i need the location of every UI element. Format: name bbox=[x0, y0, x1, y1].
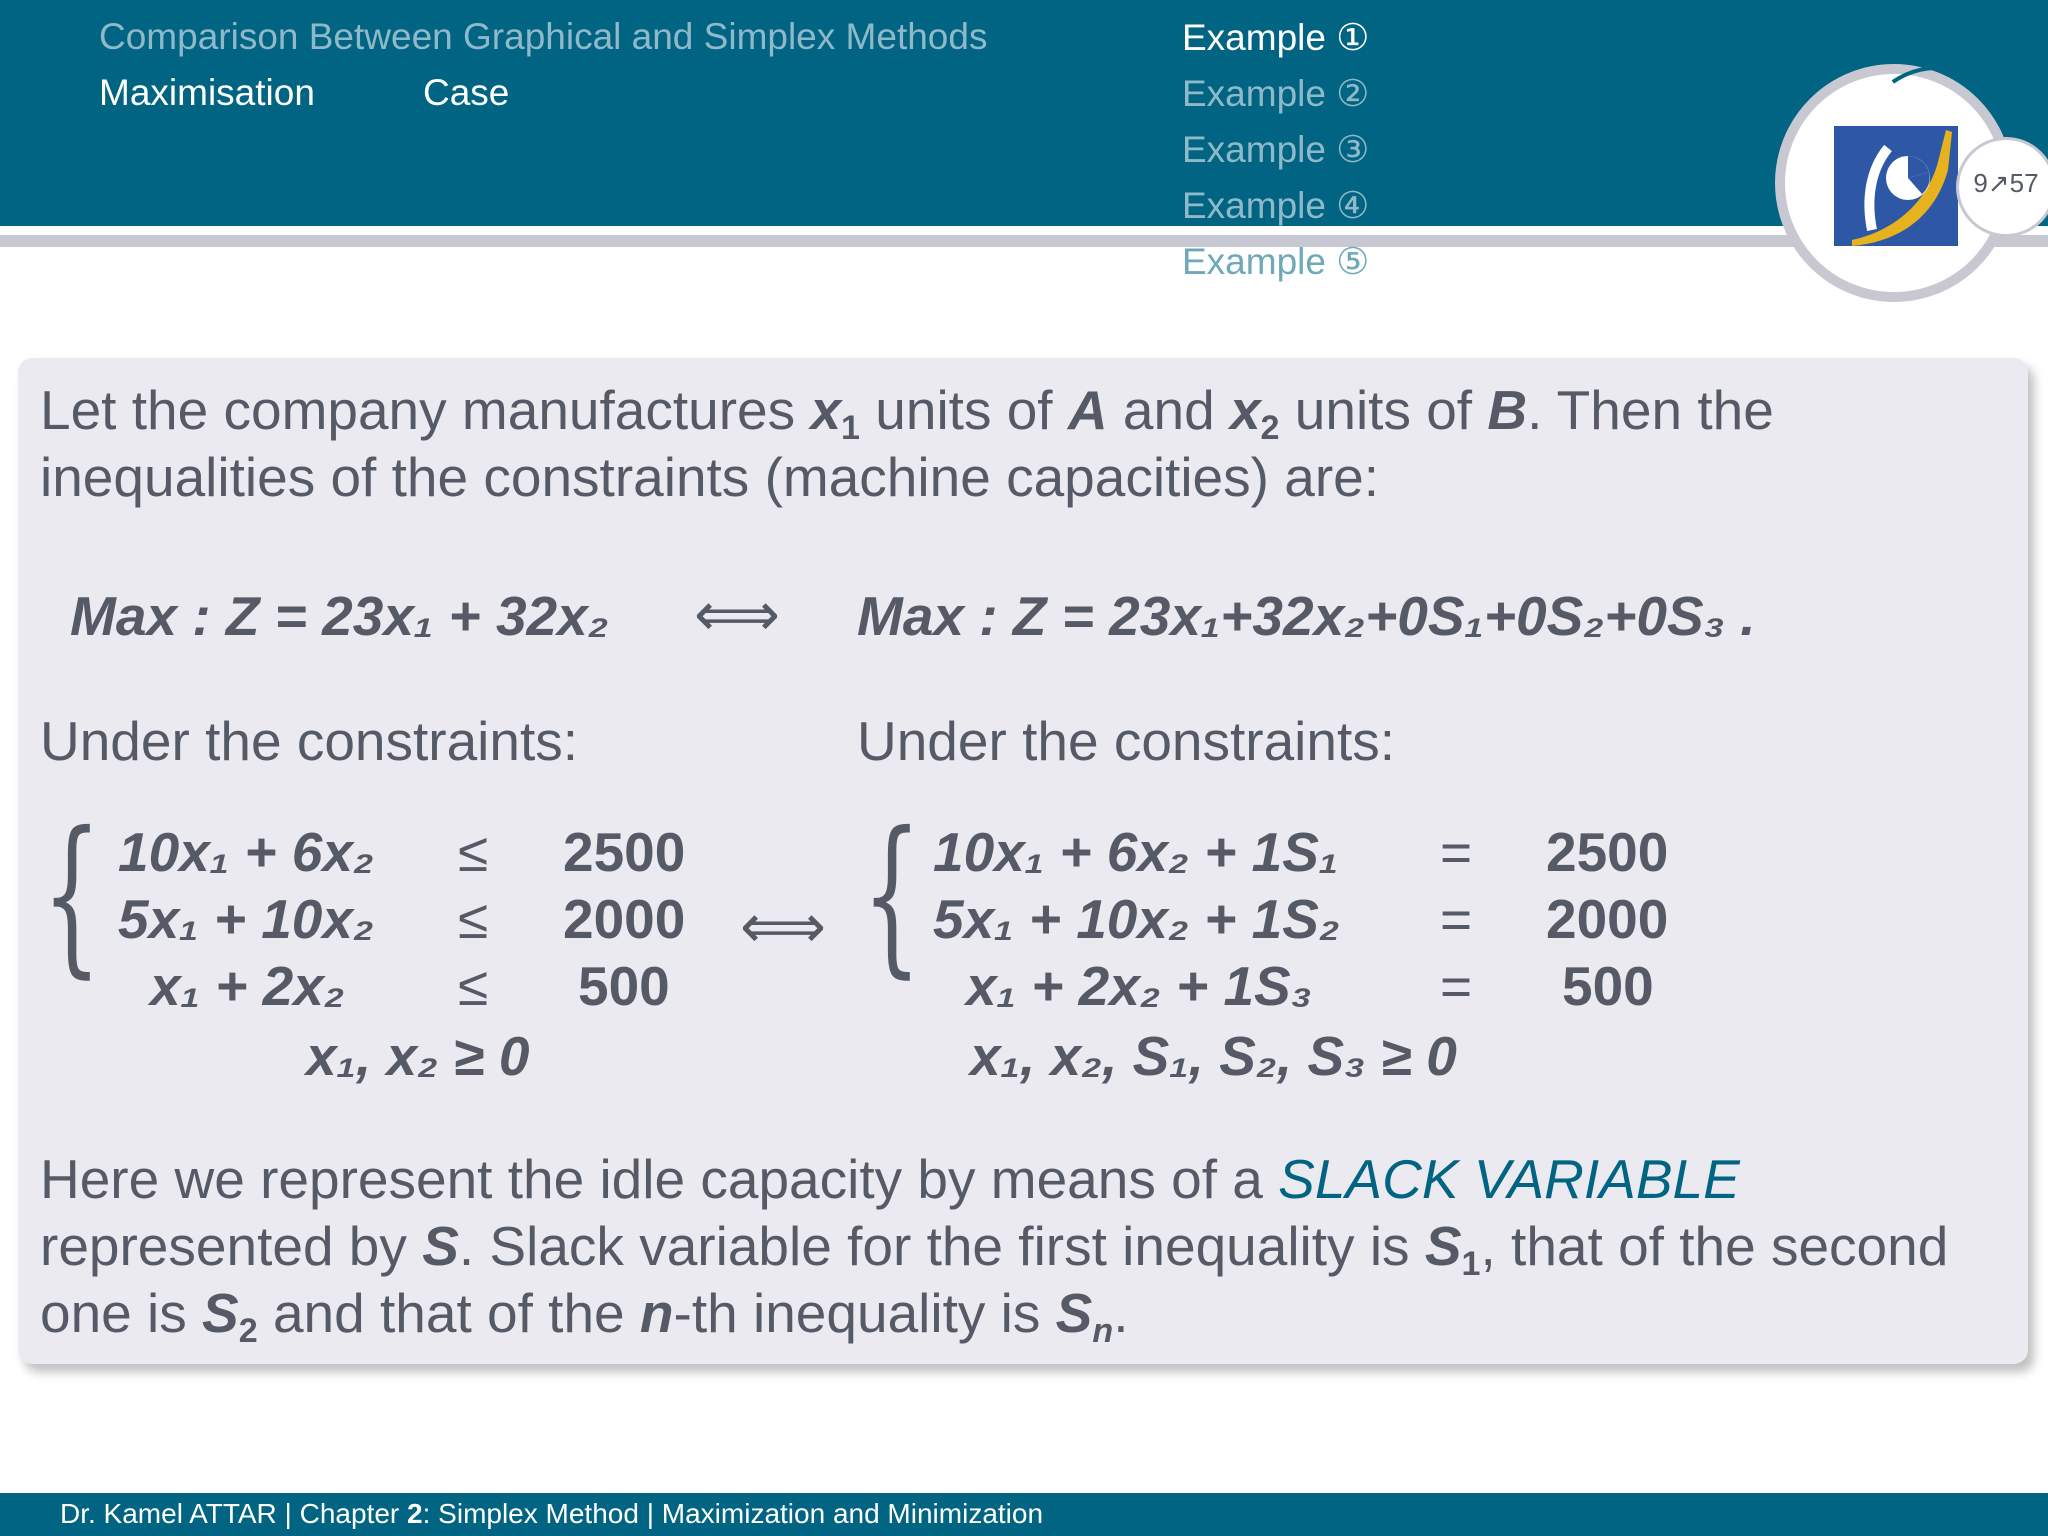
right-constraint-2-lhs: 5x₁ + 10x₂ + 1S₂ bbox=[933, 888, 1340, 950]
left-constraint-1-rel: ≤ bbox=[458, 821, 489, 883]
left-brace: { bbox=[42, 796, 102, 994]
left-constraint-1-rhs: 2500 bbox=[563, 821, 686, 883]
university-logo-icon bbox=[1830, 120, 1965, 250]
right-constraint-1-rhs: 2500 bbox=[1546, 821, 1669, 883]
nav-subsection-maximisation[interactable]: Maximisation bbox=[99, 72, 315, 113]
header-gap bbox=[0, 226, 2048, 235]
equivalence-arrow-middle: ⟺ bbox=[740, 893, 827, 960]
intro-line-1: Let the company manufactures $x_1$ units of A and $x_2$ units of B. Then the bbox=[40, 379, 1774, 448]
left-constraint-3-lhs: x₁ + 2x₂ bbox=[150, 955, 345, 1017]
right-constraint-2-rel: = bbox=[1440, 888, 1473, 950]
objective-standard: Max : Z = 23x₁+32x₂+0S₁+0S₂+0S₃ . bbox=[857, 585, 1756, 647]
constraints-label-left: Under the constraints: bbox=[40, 710, 579, 772]
footer-text: Dr. Kamel ATTAR | Chapter 2: Simplex Method | Maximization and Minimization bbox=[60, 1498, 1044, 1529]
intro-line-2: inequalities of the constraints (machine capacities) are: bbox=[40, 446, 1380, 508]
right-constraint-3-rhs: 500 bbox=[1562, 955, 1654, 1017]
footer-chapter: : Simplex Method bbox=[422, 1498, 639, 1529]
right-constraint-2-rhs: 2000 bbox=[1546, 888, 1669, 950]
nav-subsection-case[interactable]: Case bbox=[423, 72, 510, 113]
right-constraint-1-rel: = bbox=[1440, 821, 1473, 883]
nav-section-title[interactable]: Comparison Between Graphical and Simplex Methods bbox=[99, 16, 988, 57]
slack-line-3: one is $S_2$ and that of the n-th inequality is $S_n$. bbox=[40, 1282, 1129, 1351]
equivalence-arrow-top: ⟺ bbox=[694, 581, 781, 648]
nav-example-3[interactable]: Example ③ bbox=[1182, 129, 1370, 170]
right-constraint-3-lhs: x₁ + 2x₂ + 1S₃ bbox=[966, 955, 1313, 1017]
footer-topic: Maximization and Minimization bbox=[661, 1498, 1044, 1529]
right-nonnegativity: x₁, x₂, S₁, S₂, S₃ ≥ 0 bbox=[970, 1025, 1457, 1087]
left-constraint-2-lhs: 5x₁ + 10x₂ bbox=[118, 888, 374, 950]
objective-original: Max : Z = 23x₁ + 32x₂ bbox=[70, 585, 609, 647]
nav-example-5[interactable]: Example ⑤ bbox=[1182, 241, 1370, 282]
footer-author: Dr. Kamel ATTAR bbox=[60, 1498, 277, 1529]
left-constraint-3-rel: ≤ bbox=[458, 955, 489, 1017]
header-rule bbox=[0, 235, 2048, 247]
left-constraint-3-rhs: 500 bbox=[578, 955, 670, 1017]
slack-variable-highlight: SLACK VARIABLE bbox=[1278, 1148, 1740, 1210]
nav-example-1[interactable]: Example ① bbox=[1182, 17, 1370, 58]
right-constraint-1-lhs: 10x₁ + 6x₂ + 1S₁ bbox=[933, 821, 1339, 883]
left-constraint-2-rel: ≤ bbox=[458, 888, 489, 950]
right-constraint-3-rel: = bbox=[1440, 955, 1473, 1017]
constraints-label-right: Under the constraints: bbox=[857, 710, 1396, 772]
left-nonnegativity: x₁, x₂ ≥ 0 bbox=[306, 1025, 530, 1087]
nav-example-2[interactable]: Example ② bbox=[1182, 73, 1370, 114]
nav-example-4[interactable]: Example ④ bbox=[1182, 185, 1370, 226]
page-counter[interactable]: 9↗57 bbox=[1973, 168, 2039, 198]
slack-line-1: Here we represent the idle capacity by means of a SLACK VARIABLE bbox=[40, 1148, 1740, 1210]
left-constraint-2-rhs: 2000 bbox=[563, 888, 686, 950]
slack-line-2: represented by S. Slack variable for the first inequality is $S_1$, that of the second bbox=[40, 1215, 1949, 1284]
left-constraint-1-lhs: 10x₁ + 6x₂ bbox=[118, 821, 374, 883]
right-brace: { bbox=[862, 796, 922, 994]
